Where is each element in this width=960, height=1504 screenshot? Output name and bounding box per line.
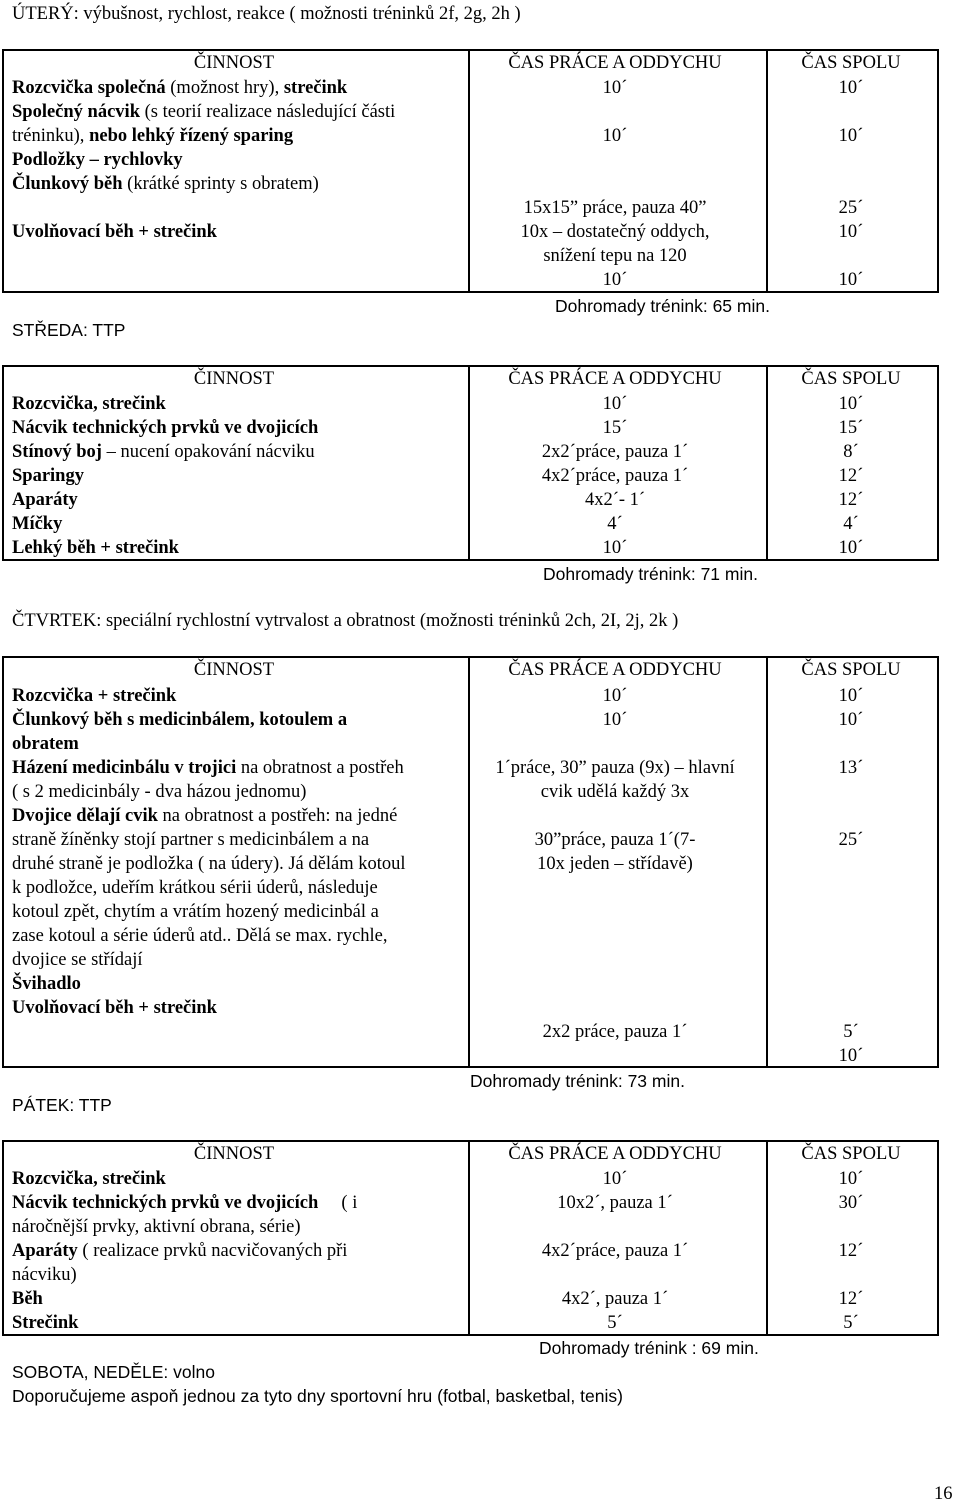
table-row: Míčky — [12, 514, 63, 534]
table-row: Společný nácvik (s teorií realizace následující části — [12, 102, 396, 122]
wednesday-heading: STŘEDA: TTP — [12, 320, 126, 340]
total-time: 5´ — [843, 1022, 859, 1042]
table-row: Házení medicinbálu v trojici na obratnost a postřeh — [12, 758, 404, 778]
header-total: ČAS SPOLU — [801, 53, 901, 73]
table-row: ( s 2 medicinbály - dva házou jednomu) — [12, 782, 307, 802]
page-number: 16 — [934, 1484, 953, 1504]
table-row: Člunkový běh (krátké sprinty s obratem) — [12, 174, 319, 194]
table-row: Uvolňovací běh + strečink — [12, 998, 217, 1018]
total-time: 13´ — [838, 758, 864, 778]
table-row: Aparáty — [12, 490, 78, 510]
work-time: 10´ — [602, 126, 628, 146]
total-time: 12´ — [838, 490, 864, 510]
header-total: ČAS SPOLU — [801, 1144, 901, 1164]
header-work-rest: ČAS PRÁCE A ODDYCHU — [508, 1144, 722, 1164]
header-work-rest: ČAS PRÁCE A ODDYCHU — [508, 369, 722, 389]
total-time: 10´ — [838, 270, 864, 290]
header-activity: ČINNOST — [193, 1144, 275, 1164]
work-time: 10´ — [602, 78, 628, 98]
header-total: ČAS SPOLU — [801, 369, 901, 389]
table-row: Rozcvička, strečink — [12, 1169, 166, 1189]
table-row: Rozcvička + strečink — [12, 686, 177, 706]
table-row: Rozcvička společná (možnost hry), strečink — [12, 78, 348, 98]
work-time: 15´ — [602, 418, 628, 438]
work-time: 4x2´, pauza 1´ — [561, 1289, 669, 1309]
table-row: Stínový boj – nucení opakování nácviku — [12, 442, 315, 462]
work-time: 10´ — [602, 686, 628, 706]
work-time: 10´ — [602, 538, 628, 558]
total-time: 10´ — [838, 538, 864, 558]
work-time: 10x2´, pauza 1´ — [557, 1193, 673, 1213]
table-row: Běh — [12, 1289, 43, 1309]
table-row: Člunkový běh s medicinbálem, kotoulem a — [12, 710, 348, 730]
total-time: 10´ — [838, 710, 864, 730]
table-row: zase kotoul a série úderů atd.. Dělá se max. rychle, — [12, 926, 388, 946]
table-row: Aparáty ( realizace prvků nacvičovaných při — [12, 1241, 348, 1261]
total-time: 10´ — [838, 1046, 864, 1066]
table-row: obratem — [12, 734, 79, 754]
work-time: 4x2´práce, pauza 1´ — [541, 1241, 689, 1261]
header-activity: ČINNOST — [193, 53, 275, 73]
total-time: 25´ — [838, 830, 864, 850]
total-time: 8´ — [843, 442, 859, 462]
total-time: 4´ — [843, 514, 859, 534]
header-activity: ČINNOST — [193, 660, 275, 680]
work-time: 30”práce, pauza 1´(7- — [534, 830, 696, 850]
table-row: kotoul zpět, chytím a vrátím hozený medicinbál a — [12, 902, 379, 922]
thursday-heading: ČTVRTEK: speciální rychlostní vytrvalost a obratnost (možnosti tréninků 2ch, 2I, 2j, 2k ) — [12, 611, 679, 631]
work-time: 2x2 práce, pauza 1´ — [542, 1022, 688, 1042]
table-row: Rozcvička, strečink — [12, 394, 166, 414]
work-time: 4x2´práce, pauza 1´ — [541, 466, 689, 486]
work-time: 10´ — [602, 1169, 628, 1189]
table-row: Sparingy — [12, 466, 84, 486]
table-row: dvojice se střídají — [12, 950, 143, 970]
work-time: snížení tepu na 120 — [543, 246, 687, 266]
table-row: Nácvik technických prvků ve dvojicích — [12, 418, 319, 438]
total-time: 10´ — [838, 222, 864, 242]
work-time: 10´ — [602, 710, 628, 730]
total-time: 12´ — [838, 466, 864, 486]
work-time: 4x2´- 1´ — [584, 490, 646, 510]
total-time: 10´ — [838, 78, 864, 98]
work-time: 10´ — [602, 270, 628, 290]
total-time: 10´ — [838, 126, 864, 146]
table-row: Nácvik technických prvků ve dvojicích ( i — [12, 1193, 358, 1213]
table-row: Dvojice dělají cvik na obratnost a postřeh: na jedné — [12, 806, 398, 826]
header-work-rest: ČAS PRÁCE A ODDYCHU — [508, 53, 722, 73]
header-work-rest: ČAS PRÁCE A ODDYCHU — [508, 660, 722, 680]
total-time: 10´ — [838, 1169, 864, 1189]
header-total: ČAS SPOLU — [801, 660, 901, 680]
work-time: 10x – dostatečný oddych, — [520, 222, 710, 242]
total-time: 30´ — [838, 1193, 864, 1213]
work-time: cvik udělá každý 3x — [540, 782, 690, 802]
table-row: Švihadlo — [12, 974, 81, 994]
tuesday-heading: ÚTERÝ: výbušnost, rychlost, reakce ( možnosti tréninků 2f, 2g, 2h ) — [12, 4, 521, 24]
work-time: 5´ — [607, 1313, 623, 1333]
table-row: Lehký běh + strečink — [12, 538, 179, 558]
table-row: Strečink — [12, 1313, 79, 1333]
thursday-summary: Dohromady trénink: 73 min. — [470, 1071, 685, 1091]
table-row: straně žíněnky stojí partner s medicinbálem a na — [12, 830, 370, 850]
table-row: nácviku) — [12, 1265, 77, 1285]
total-time: 10´ — [838, 394, 864, 414]
weekend-heading: SOBOTA, NEDĚLE: volno — [12, 1362, 215, 1382]
total-time: 12´ — [838, 1241, 864, 1261]
total-time: 15´ — [838, 418, 864, 438]
table-row: náročnější prvky, aktivní obrana, série) — [12, 1217, 301, 1237]
work-time: 10´ — [602, 394, 628, 414]
total-time: 25´ — [838, 198, 864, 218]
friday-summary: Dohromady trénink : 69 min. — [539, 1338, 759, 1358]
table-row: tréninku), nebo lehký řízený sparing — [12, 126, 294, 146]
table-row: druhé straně je podložka ( na údery). Já dělám kotoul — [12, 854, 406, 874]
table-row: Uvolňovací běh + strečink — [12, 222, 217, 242]
work-time: 4´ — [607, 514, 623, 534]
weekend-recommendation: Doporučujeme aspoň jednou za tyto dny sportovní hru (fotbal, basketbal, tenis) — [12, 1386, 623, 1406]
wednesday-summary: Dohromady trénink: 71 min. — [543, 564, 758, 584]
work-time: 15x15” práce, pauza 40” — [523, 198, 707, 218]
work-time: 1´práce, 30” pauza (9x) – hlavní — [495, 758, 735, 778]
friday-heading: PÁTEK: TTP — [12, 1095, 112, 1115]
work-time: 2x2´práce, pauza 1´ — [541, 442, 689, 462]
total-time: 12´ — [838, 1289, 864, 1309]
table-row: Podložky – rychlovky — [12, 150, 183, 170]
total-time: 5´ — [843, 1313, 859, 1333]
total-time: 10´ — [838, 686, 864, 706]
tuesday-summary: Dohromady trénink: 65 min. — [555, 296, 770, 316]
table-row: k podložce, udeřím krátkou sérii úderů, následuje — [12, 878, 378, 898]
work-time: 10x jeden – střídavě) — [537, 854, 693, 874]
header-activity: ČINNOST — [193, 369, 275, 389]
